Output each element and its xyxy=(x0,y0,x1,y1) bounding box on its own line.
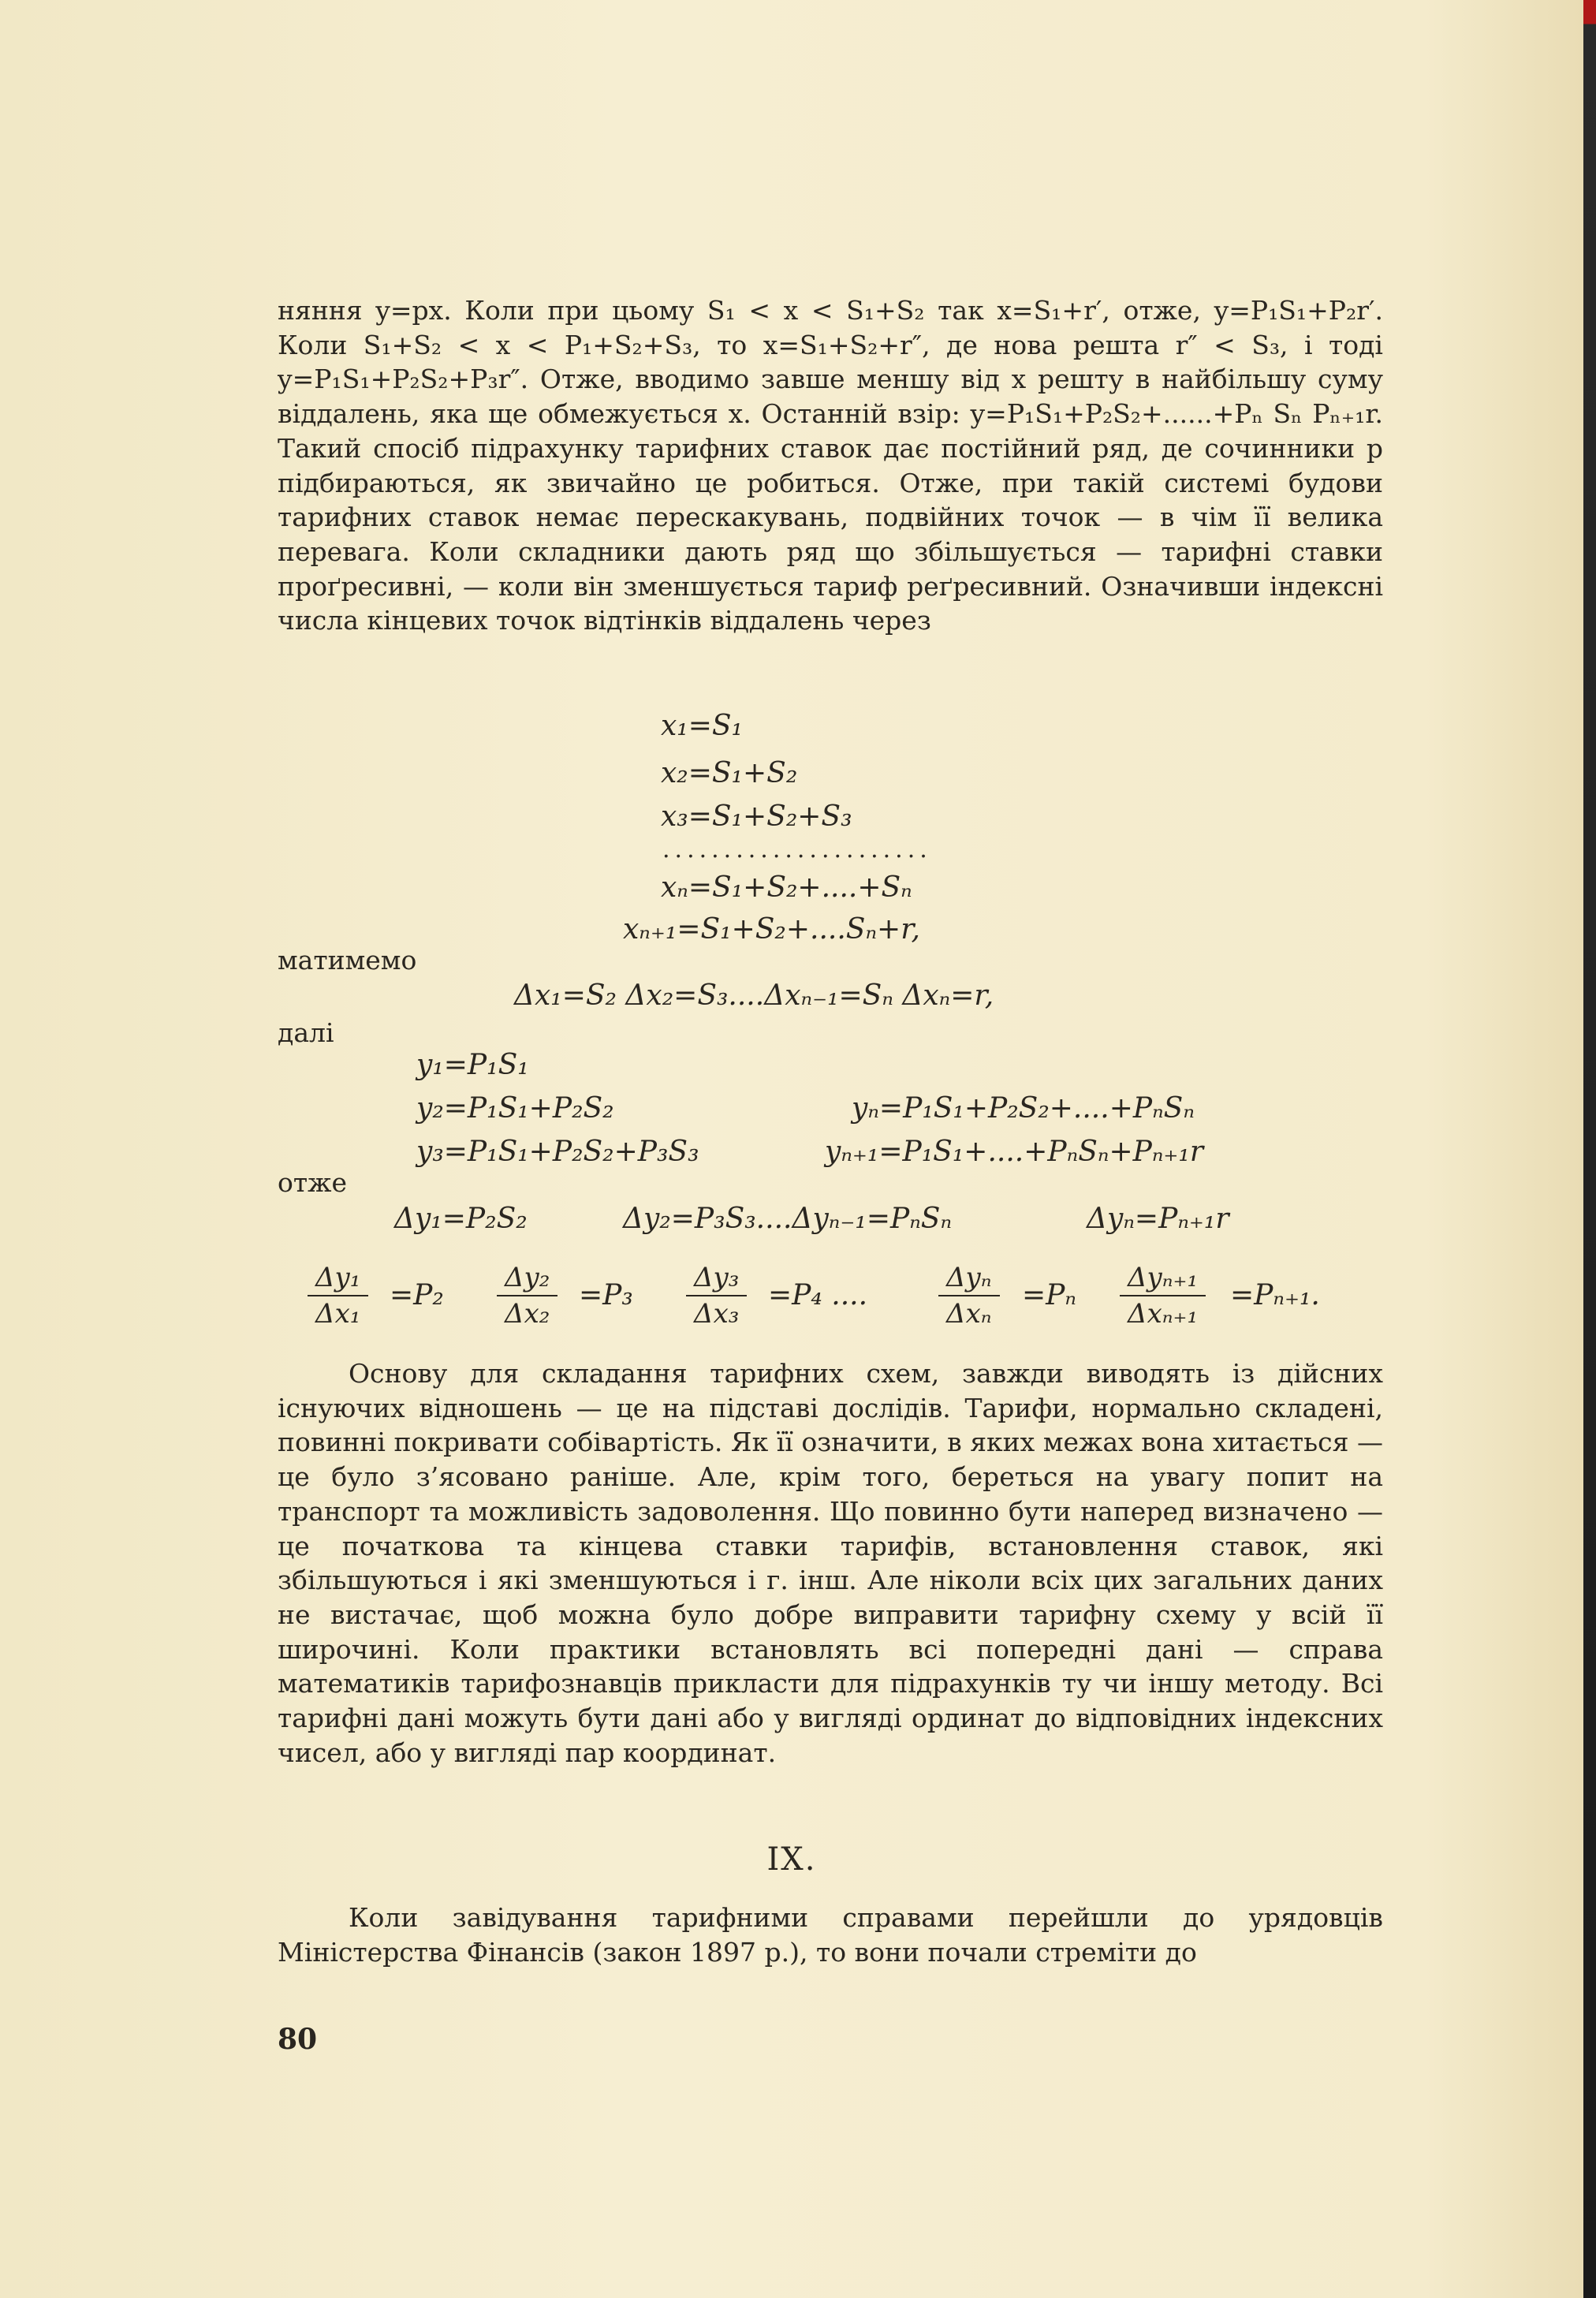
paragraph-middle xyxy=(278,1356,1383,1770)
paragraph-top xyxy=(278,293,1383,638)
equation-delta-y2: Δy₂=P₃S₃....Δyₙ₋₁=PₙSₙ xyxy=(623,1203,953,1235)
fraction-2 xyxy=(497,1262,557,1330)
fraction-n1-num: Δyₙ₊₁ xyxy=(1120,1262,1206,1296)
equation-delta-yn: Δyₙ=Pₙ₊₁r xyxy=(1087,1203,1229,1235)
fraction-1-result: =P₂ xyxy=(390,1279,444,1311)
fraction-2-den: Δx₂ xyxy=(505,1298,550,1330)
fraction-2-num: Δy₂ xyxy=(497,1262,557,1296)
label-dali: далі xyxy=(278,1017,334,1048)
fraction-n-result: =Pₙ xyxy=(1022,1279,1076,1311)
paragraph-bottom-text: Коли завідування тарифними справами перейшли до урядовців Міністерства Фінансів (закон 1897 р.), то вони почали стреміти до xyxy=(278,1902,1383,1968)
equation-xn1: xₙ₊₁=S₁+S₂+....Sₙ+r, xyxy=(623,913,920,946)
fraction-3-num: Δy₃ xyxy=(686,1262,747,1296)
equation-yn1: yₙ₊₁=P₁S₁+....+PₙSₙ+Pₙ₊₁r xyxy=(825,1136,1204,1168)
fraction-2-result: =P₃ xyxy=(579,1279,633,1311)
fraction-n-num: Δyₙ xyxy=(938,1262,1000,1296)
fraction-3-result: =P₄ .... xyxy=(768,1279,868,1311)
equation-y2: y₂=P₁S₁+P₂S₂ xyxy=(416,1092,614,1125)
fraction-n xyxy=(938,1262,1000,1330)
fraction-n1 xyxy=(1120,1262,1206,1330)
fraction-1-den: Δx₁ xyxy=(315,1298,361,1330)
paragraph-bottom xyxy=(278,1901,1383,1969)
fraction-n1-den: Δxₙ₊₁ xyxy=(1128,1298,1199,1330)
equation-delta-y1: Δy₁=P₂S₂ xyxy=(394,1203,528,1235)
label-matymemo: матимемо xyxy=(278,945,417,976)
binding-edge xyxy=(1583,0,1596,2298)
paragraph-top-text: няння y=px. Коли при цьому S₁ < x < S₁+S₂ так x=S₁+r′, отже, y=P₁S₁+P₂r′. Коли S₁+S₂ < x < P₁+S₂+S₃, то x=S₁+S₂+r″, де нова решта r″ < S₃, і тоді y=P₁S₁+P₂S₂+P₃r″. Отже, вводимо завше меншу від x решту в найбільшу суму віддалень, яка ще обмежується x. Останній взір: y=P₁S₁+P₂S₂+......+Pₙ Sₙ Pₙ₊₁r. Такий спосіб підрахунку тарифних ставок дає постійний ряд, де сочинники p підбираються, як звичайно це робиться. Отже, при такій системі будови тарифних ставок немає перескакувань, подвійних точок — в чім її велика перевага. Коли складники дають ряд що збільшується — тарифні ставки проґресивні, — коли він зменшується тариф реґресивний. Означивши індексні числа кінцевих точок відтінків віддалень через xyxy=(278,295,1383,636)
equation-yn: yₙ=P₁S₁+P₂S₂+....+PₙSₙ xyxy=(852,1092,1195,1125)
equation-x1: x₁=S₁ xyxy=(661,710,743,742)
label-otzhe: отже xyxy=(278,1167,348,1198)
fraction-3-den: Δx₃ xyxy=(694,1298,740,1330)
ellipsis-row: ...................... xyxy=(662,836,932,864)
equation-x2: x₂=S₁+S₂ xyxy=(661,757,798,789)
equation-x3: x₃=S₁+S₂+S₃ xyxy=(661,800,852,833)
equation-y1: y₁=P₁S₁ xyxy=(416,1049,529,1081)
equation-xn: xₙ=S₁+S₂+....+Sₙ xyxy=(661,871,912,904)
fraction-3 xyxy=(686,1262,747,1330)
equation-delta-x: Δx₁=S₂ Δx₂=S₃....Δxₙ₋₁=Sₙ Δxₙ=r, xyxy=(514,979,994,1012)
page-number: 80 xyxy=(278,2023,318,2056)
fraction-1-num: Δy₁ xyxy=(308,1262,368,1296)
section-heading: IX. xyxy=(766,1841,817,1878)
fraction-n1-result: =Pₙ₊₁. xyxy=(1230,1279,1320,1311)
paragraph-middle-text: Основу для складання тарифних схем, завжди виводять із дійсних існуючих відношень — це на підставі дослідів. Тарифи, нормально складені, повинні покривати собівартість. Як її означити, в яких межах вона хитається — це було з’ясовано раніше. Але, крім того, береться на увагу попит на транспорт та можливість задоволення. Що повинно бути наперед визначено — це початкова та кінцева ставки тарифів, встановлення ставок, які збільшуються і які зменшуються і г. інш. Але ніколи всіх цих загальних даних не вистачає, щоб можна було добре виправити тарифну схему у всій її широчині. Коли практики встановлять всі попередні дані — справа математиків тарифознавців прикласти для підрахунків ту чи іншу методу. Всі тарифні дані можуть бути дані або у вигляді ординат до відповідних індексних чисел, або у вигляді пар координат. xyxy=(278,1358,1383,1768)
equation-y3: y₃=P₁S₁+P₂S₂+P₃S₃ xyxy=(416,1136,699,1168)
fraction-1 xyxy=(308,1262,368,1330)
fraction-n-den: Δxₙ xyxy=(946,1298,992,1330)
